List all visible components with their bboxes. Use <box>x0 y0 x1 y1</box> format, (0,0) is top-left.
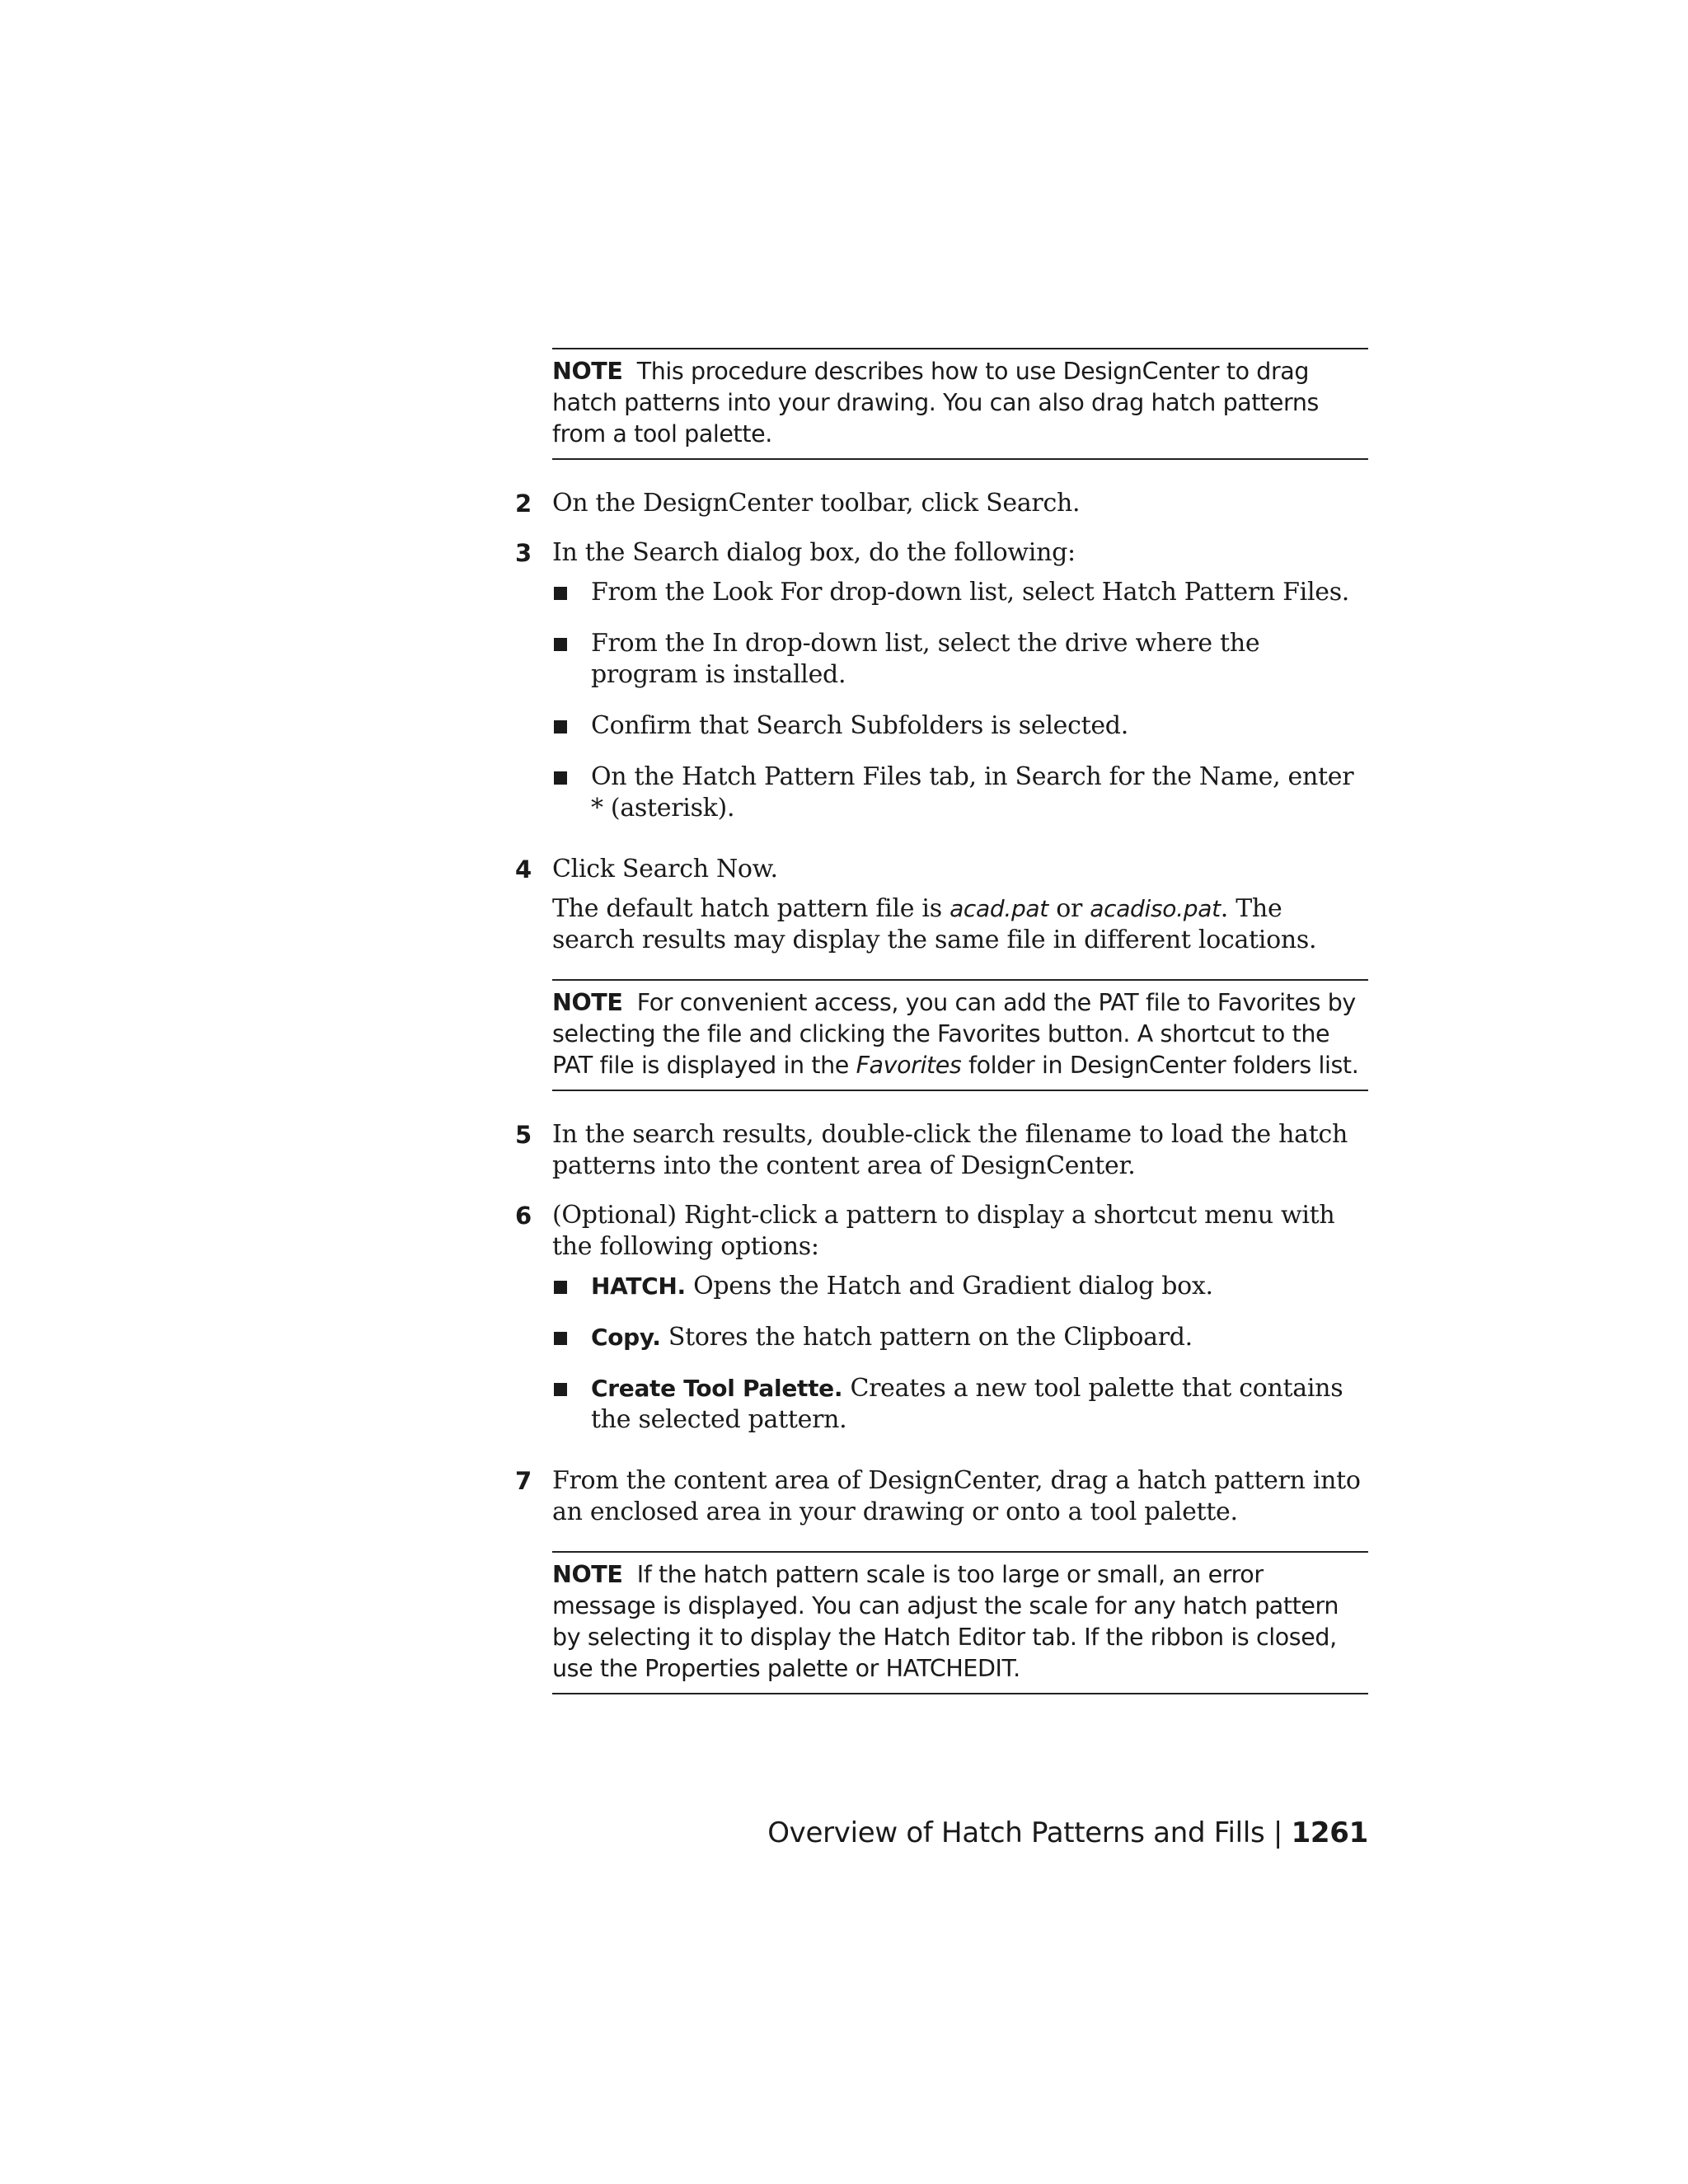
list-item <box>552 710 1368 742</box>
footer-section-title: Overview of Hatch Patterns and Fills <box>767 1816 1265 1849</box>
step-number: 3 <box>515 539 532 567</box>
step-3 <box>515 537 1368 569</box>
step-text: Click Search Now. <box>552 855 778 883</box>
option-description: Stores the hatch pattern on the Clipboard. <box>660 1323 1193 1352</box>
note-text: This procedure describes how to use DesignCenter to drag hatch patterns into your drawing. You can also drag hatch patterns from a tool palette. <box>552 358 1319 448</box>
bullet-square-icon <box>554 1383 567 1396</box>
favorites-folder-name: Favorites <box>856 1052 962 1079</box>
bullet-square-icon <box>554 587 567 600</box>
step-number: 5 <box>515 1121 532 1149</box>
bullet-square-icon <box>554 638 567 651</box>
list-item <box>552 577 1368 608</box>
step-6 <box>515 1200 1368 1263</box>
bullet-square-icon <box>554 720 567 733</box>
page-footer <box>767 1815 1368 1851</box>
bullet-square-icon <box>554 1332 567 1345</box>
step-text: (Optional) Right-click a pattern to display a shortcut menu with the following options: <box>552 1201 1335 1261</box>
bullet-square-icon <box>554 771 567 785</box>
step-number: 7 <box>515 1467 532 1495</box>
list-item <box>552 1322 1368 1353</box>
note-box-2 <box>552 979 1368 1091</box>
list-item <box>552 1271 1368 1302</box>
note-box-3 <box>552 1551 1368 1694</box>
option-term: Create Tool Palette. <box>591 1375 843 1402</box>
step-4 <box>515 854 1368 885</box>
step-4-detail <box>552 893 1368 956</box>
note-label: NOTE <box>552 1561 623 1588</box>
option-description: Opens the Hatch and Gradient dialog box. <box>685 1272 1213 1301</box>
page-number: 1261 <box>1291 1816 1368 1849</box>
step-3-bullet-list <box>552 577 1368 824</box>
note-label: NOTE <box>552 989 623 1016</box>
option-term: Copy. <box>591 1324 661 1351</box>
list-item-text: From the Look For drop-down list, select Hatch Pattern Files. <box>591 578 1350 607</box>
detail-text: . The search results may display the same file in different locations. <box>552 894 1317 954</box>
detail-text: The default hatch pattern file is <box>552 894 950 923</box>
step-7 <box>515 1465 1368 1528</box>
bullet-square-icon <box>554 1281 567 1294</box>
note-label: NOTE <box>552 358 623 385</box>
step-text: On the DesignCenter toolbar, click Search. <box>552 489 1081 518</box>
note-text: If the hatch pattern scale is too large or small, an error message is displayed. You can adjust the scale for any hatch pattern by selecting it to display the Hatch Editor tab. If the ribbon is closed, use the Properties palette or HATCHEDIT. <box>552 1561 1339 1682</box>
footer-separator: | <box>1264 1816 1292 1849</box>
list-item <box>552 628 1368 691</box>
step-6-option-list <box>552 1271 1368 1436</box>
note-box-1 <box>552 348 1368 460</box>
list-item-text: Confirm that Search Subfolders is selected. <box>591 711 1128 740</box>
step-text: In the search results, double-click the filename to load the hatch patterns into the content area of DesignCenter. <box>552 1120 1348 1180</box>
list-item <box>552 762 1368 824</box>
note-text: For convenient access, you can add the PAT file to Favorites by selecting the file and clicking the Favorites button. A shortcut to the PAT file is displayed in the <box>552 989 1356 1079</box>
step-5 <box>515 1119 1368 1182</box>
list-item <box>552 1373 1368 1436</box>
filename-acad: acad.pat <box>950 895 1048 922</box>
step-number: 2 <box>515 490 532 518</box>
step-text: In the Search dialog box, do the following: <box>552 538 1076 567</box>
note-text: folder in DesignCenter folders list. <box>961 1052 1359 1079</box>
list-item-text: On the Hatch Pattern Files tab, in Search for the Name, enter * (asterisk). <box>591 762 1354 823</box>
step-text: From the content area of DesignCenter, drag a hatch pattern into an enclosed area in your drawing or onto a tool palette. <box>552 1466 1361 1526</box>
option-term: HATCH. <box>591 1272 686 1300</box>
step-number: 6 <box>515 1202 532 1230</box>
list-item-text: From the In drop-down list, select the drive where the program is installed. <box>591 629 1260 689</box>
filename-acadiso: acadiso.pat <box>1090 895 1221 922</box>
detail-text: or <box>1048 894 1090 923</box>
option-description: Creates a new tool palette that contains the selected pattern. <box>591 1374 1343 1434</box>
step-2 <box>515 488 1368 519</box>
page-content <box>515 348 1368 1694</box>
step-number: 4 <box>515 855 532 883</box>
